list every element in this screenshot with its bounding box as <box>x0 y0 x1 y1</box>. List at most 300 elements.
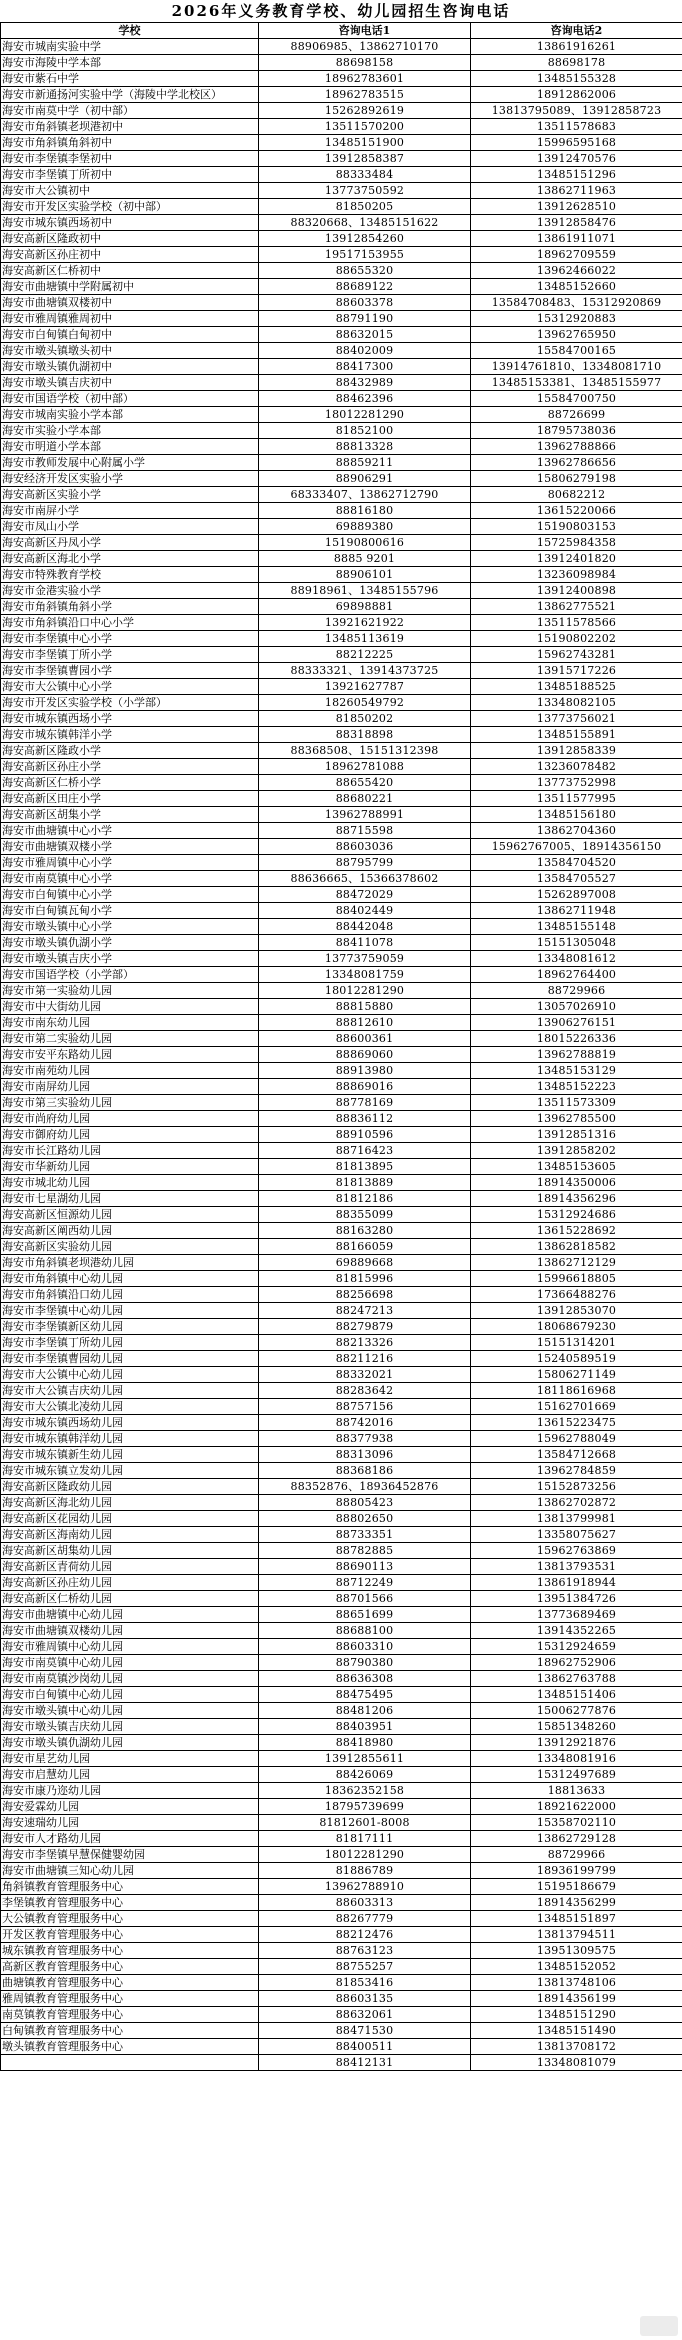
phone1-cell: 88403951 <box>259 1719 471 1735</box>
table-row <box>1 71 682 87</box>
phone1-cell: 88795799 <box>259 855 471 871</box>
phone2-cell: 13511578566 <box>471 615 682 631</box>
school-name-cell: 海安市中大街幼儿园 <box>1 999 259 1015</box>
phone2-cell: 18914356299 <box>471 1895 682 1911</box>
phone2-cell: 13485155328 <box>471 71 682 87</box>
phone1-cell: 15262892619 <box>259 103 471 119</box>
phone1-cell: 88283642 <box>259 1383 471 1399</box>
table-row <box>1 2023 682 2039</box>
phone1-cell: 13921627787 <box>259 679 471 695</box>
school-name-cell: 海安市李堡镇早慧保健婴幼园 <box>1 1847 259 1863</box>
table-row <box>1 1911 682 1927</box>
phone1-cell: 88906985、13862710170 <box>259 39 471 55</box>
table-row <box>1 935 682 951</box>
phone2-cell: 15312497689 <box>471 1767 682 1783</box>
phone1-cell: 13962788991 <box>259 807 471 823</box>
phone1-cell: 13773759059 <box>259 951 471 967</box>
school-name-cell: 海安高新区隆政幼儿园 <box>1 1479 259 1495</box>
phone2-cell: 13862818582 <box>471 1239 682 1255</box>
phone2-cell: 13914352265 <box>471 1623 682 1639</box>
phone1-cell: 88742016 <box>259 1415 471 1431</box>
phone2-cell: 13906276151 <box>471 1015 682 1031</box>
table-row <box>1 375 682 391</box>
phone1-cell: 88481206 <box>259 1703 471 1719</box>
phone2-cell: 13862712129 <box>471 1255 682 1271</box>
phone2-cell: 88729966 <box>471 1847 682 1863</box>
school-name-cell: 雅周镇教育管理服务中心 <box>1 1991 259 2007</box>
phone2-cell: 15151314201 <box>471 1335 682 1351</box>
phone1-cell: 88333484 <box>259 167 471 183</box>
school-name-cell <box>1 2055 259 2071</box>
phone2-cell: 13912400898 <box>471 583 682 599</box>
table-row <box>1 1895 682 1911</box>
phone1-cell: 81853416 <box>259 1975 471 1991</box>
phone2-cell: 13915717226 <box>471 663 682 679</box>
table-row <box>1 263 682 279</box>
table-row <box>1 359 682 375</box>
table-body <box>1 39 682 2071</box>
phone2-cell: 13813795089、13912858723 <box>471 103 682 119</box>
table-row <box>1 823 682 839</box>
phone1-cell: 13962788910 <box>259 1879 471 1895</box>
phone1-cell: 88212476 <box>259 1927 471 1943</box>
school-name-cell: 海安市雅周镇中心小学 <box>1 855 259 871</box>
phone2-cell: 13485151290 <box>471 2007 682 2023</box>
table-row <box>1 1143 682 1159</box>
watermark-logo <box>640 2316 678 2336</box>
table-row <box>1 1063 682 1079</box>
school-name-cell: 海安市曲塘镇中心小学 <box>1 823 259 839</box>
phone1-cell: 13921621922 <box>259 615 471 631</box>
table-row <box>1 967 682 983</box>
phone2-cell: 15152873256 <box>471 1479 682 1495</box>
phone2-cell: 13584712668 <box>471 1447 682 1463</box>
phone2-cell: 13773756021 <box>471 711 682 727</box>
phone2-cell: 13485153605 <box>471 1159 682 1175</box>
phone1-cell: 88213326 <box>259 1335 471 1351</box>
phone2-cell: 13485156180 <box>471 807 682 823</box>
school-name-cell: 海安市尚府幼儿园 <box>1 1111 259 1127</box>
phone1-cell: 19517153955 <box>259 247 471 263</box>
school-name-cell: 海安高新区隆政小学 <box>1 743 259 759</box>
school-name-cell: 海安经济开发区实验小学 <box>1 471 259 487</box>
table-row <box>1 599 682 615</box>
table-row <box>1 1191 682 1207</box>
phone2-cell: 13348081079 <box>471 2055 682 2071</box>
school-name-cell: 城东镇教育管理服务中心 <box>1 1943 259 1959</box>
phone1-cell: 88815880 <box>259 999 471 1015</box>
school-name-cell: 海安市南屏小学 <box>1 503 259 519</box>
school-name-cell: 海安市南苑幼儿园 <box>1 1063 259 1079</box>
school-name-cell: 海安高新区隆政初中 <box>1 231 259 247</box>
table-row <box>1 631 682 647</box>
school-name-cell: 海安市明道小学本部 <box>1 439 259 455</box>
table-row <box>1 1591 682 1607</box>
phone2-cell: 18068679230 <box>471 1319 682 1335</box>
table-row <box>1 55 682 71</box>
table-row <box>1 903 682 919</box>
phone2-cell: 15996618805 <box>471 1271 682 1287</box>
school-name-cell: 海安市李堡镇李堡初中 <box>1 151 259 167</box>
school-name-cell: 李堡镇教育管理服务中心 <box>1 1895 259 1911</box>
phone1-cell: 88906101 <box>259 567 471 583</box>
school-name-cell: 海安市长江路幼儿园 <box>1 1143 259 1159</box>
phone2-cell: 15162701669 <box>471 1399 682 1415</box>
phone1-cell: 68333407、13862712790 <box>259 487 471 503</box>
table-row <box>1 87 682 103</box>
phone2-cell: 13951384726 <box>471 1591 682 1607</box>
school-name-cell: 海安市大公镇中心小学 <box>1 679 259 695</box>
table-row <box>1 2039 682 2055</box>
table-row <box>1 1447 682 1463</box>
school-name-cell: 海安市角斜镇中心幼儿园 <box>1 1271 259 1287</box>
table-row <box>1 151 682 167</box>
table-row <box>1 567 682 583</box>
table-row <box>1 1751 682 1767</box>
table-row <box>1 1847 682 1863</box>
school-name-cell: 海安高新区海北幼儿园 <box>1 1495 259 1511</box>
phone1-cell: 88791190 <box>259 311 471 327</box>
school-name-cell: 海安市曲塘镇中学附属初中 <box>1 279 259 295</box>
table-row <box>1 1431 682 1447</box>
phone1-cell: 88913980 <box>259 1063 471 1079</box>
phone2-cell: 13862702872 <box>471 1495 682 1511</box>
school-name-cell: 海安市墩头镇仇湖幼儿园 <box>1 1735 259 1751</box>
school-name-cell: 海安市曲塘镇双楼小学 <box>1 839 259 855</box>
phone1-cell: 81850205 <box>259 199 471 215</box>
school-name-cell: 海安市海陵中学本部 <box>1 55 259 71</box>
phone1-cell: 81850202 <box>259 711 471 727</box>
phone1-cell: 13485113619 <box>259 631 471 647</box>
table-row <box>1 247 682 263</box>
table-row <box>1 1703 682 1719</box>
school-name-cell: 海安高新区青荷幼儿园 <box>1 1559 259 1575</box>
school-name-cell: 海安高新区仁桥初中 <box>1 263 259 279</box>
phone2-cell: 15358702110 <box>471 1815 682 1831</box>
table-row <box>1 1575 682 1591</box>
phone2-cell: 13912853070 <box>471 1303 682 1319</box>
school-name-cell: 海安高新区海南幼儿园 <box>1 1527 259 1543</box>
phone1-cell: 88712249 <box>259 1575 471 1591</box>
phone2-cell: 13485153129 <box>471 1063 682 1079</box>
table-row <box>1 583 682 599</box>
phone1-cell: 88471530 <box>259 2023 471 2039</box>
school-name-cell: 角斜镇教育管理服务中心 <box>1 1879 259 1895</box>
phone1-cell: 88716423 <box>259 1143 471 1159</box>
school-name-cell: 海安市李堡镇丁所幼儿园 <box>1 1335 259 1351</box>
phone2-cell: 13485152660 <box>471 279 682 295</box>
school-name-cell: 海安市安平东路幼儿园 <box>1 1047 259 1063</box>
phone1-cell: 88377938 <box>259 1431 471 1447</box>
school-name-cell: 开发区教育管理服务中心 <box>1 1927 259 1943</box>
school-name-cell: 墩头镇教育管理服务中心 <box>1 2039 259 2055</box>
phone2-cell: 18912862006 <box>471 87 682 103</box>
phone2-cell: 18914356296 <box>471 1191 682 1207</box>
school-name-cell: 海安高新区仁桥幼儿园 <box>1 1591 259 1607</box>
phone2-cell: 13962765950 <box>471 327 682 343</box>
phone2-cell: 18962709559 <box>471 247 682 263</box>
table-row <box>1 103 682 119</box>
school-name-cell: 海安市白甸镇中心小学 <box>1 887 259 903</box>
phone1-cell: 13912858387 <box>259 151 471 167</box>
phone1-cell: 13511570200 <box>259 119 471 135</box>
phone1-cell: 88211216 <box>259 1351 471 1367</box>
phone2-cell: 88726699 <box>471 407 682 423</box>
school-name-cell: 海安市开发区实验学校（初中部） <box>1 199 259 215</box>
table-row <box>1 471 682 487</box>
phone2-cell: 18813633 <box>471 1783 682 1799</box>
school-name-cell: 海安市大公镇北凌幼儿园 <box>1 1399 259 1415</box>
table-row <box>1 1655 682 1671</box>
school-name-cell: 海安高新区仁桥小学 <box>1 775 259 791</box>
table-row <box>1 2007 682 2023</box>
school-name-cell: 海安市大公镇初中 <box>1 183 259 199</box>
phone1-cell: 88763123 <box>259 1943 471 1959</box>
phone2-cell: 15190803153 <box>471 519 682 535</box>
table-row <box>1 855 682 871</box>
table-row <box>1 759 682 775</box>
table-row <box>1 215 682 231</box>
school-name-cell: 海安市墩头镇吉庆初中 <box>1 375 259 391</box>
table-row <box>1 327 682 343</box>
phone1-cell: 88256698 <box>259 1287 471 1303</box>
table-row <box>1 743 682 759</box>
school-name-cell: 海安高新区孙庄幼儿园 <box>1 1575 259 1591</box>
table-row <box>1 615 682 631</box>
table-row <box>1 1079 682 1095</box>
table-row <box>1 135 682 151</box>
school-name-cell: 海安市白甸镇白甸初中 <box>1 327 259 343</box>
phone1-cell: 88680221 <box>259 791 471 807</box>
table-row <box>1 1255 682 1271</box>
table-row <box>1 1047 682 1063</box>
phone1-cell: 69898881 <box>259 599 471 615</box>
school-name-cell: 海安市凤山小学 <box>1 519 259 535</box>
school-name-cell: 海安高新区孙庄初中 <box>1 247 259 263</box>
school-name-cell: 海安市李堡镇曹园小学 <box>1 663 259 679</box>
table-row <box>1 727 682 743</box>
school-name-cell: 海安市雅周镇中心幼儿园 <box>1 1639 259 1655</box>
phone2-cell: 15584700750 <box>471 391 682 407</box>
table-row <box>1 167 682 183</box>
phone1-cell: 88733351 <box>259 1527 471 1543</box>
table-row <box>1 983 682 999</box>
page-title: 2026年义务教育学校、幼儿园招生咨询电话 <box>171 2 511 20</box>
table-row <box>1 1959 682 1975</box>
phone2-cell: 13485151490 <box>471 2023 682 2039</box>
phone1-cell: 88778169 <box>259 1095 471 1111</box>
school-name-cell: 海安市南东幼儿园 <box>1 1015 259 1031</box>
phone2-cell: 13348081916 <box>471 1751 682 1767</box>
table-row <box>1 1463 682 1479</box>
phone2-cell: 88698178 <box>471 55 682 71</box>
table-row <box>1 1831 682 1847</box>
school-name-cell: 海安高新区孙庄小学 <box>1 759 259 775</box>
table-row <box>1 1783 682 1799</box>
phone1-cell: 88655320 <box>259 263 471 279</box>
phone2-cell: 13912401820 <box>471 551 682 567</box>
table-row <box>1 551 682 567</box>
school-name-cell: 海安市白甸镇中心幼儿园 <box>1 1687 259 1703</box>
phone2-cell: 15851348260 <box>471 1719 682 1735</box>
phone2-cell: 13912921876 <box>471 1735 682 1751</box>
school-name-cell: 海安市城东镇新生幼儿园 <box>1 1447 259 1463</box>
header-row <box>1 23 682 39</box>
phone2-cell: 15312924659 <box>471 1639 682 1655</box>
school-name-cell: 海安市御府幼儿园 <box>1 1127 259 1143</box>
phone1-cell: 88411078 <box>259 935 471 951</box>
phone2-cell: 13962788866 <box>471 439 682 455</box>
phone2-cell: 13912858476 <box>471 215 682 231</box>
school-name-cell: 海安市城东镇西场幼儿园 <box>1 1415 259 1431</box>
school-name-cell: 白甸镇教育管理服务中心 <box>1 2023 259 2039</box>
phone2-cell: 15312924686 <box>471 1207 682 1223</box>
phone1-cell: 88632015 <box>259 327 471 343</box>
phone1-cell: 88472029 <box>259 887 471 903</box>
phone2-cell: 13236098984 <box>471 567 682 583</box>
phone2-cell: 18015226336 <box>471 1031 682 1047</box>
school-name-cell: 海安市大公镇吉庆幼儿园 <box>1 1383 259 1399</box>
school-name-cell: 海安市特殊教育学校 <box>1 567 259 583</box>
table-row <box>1 199 682 215</box>
table-row <box>1 1287 682 1303</box>
phone2-cell: 15962763869 <box>471 1543 682 1559</box>
school-name-cell: 海安市康乃迩幼儿园 <box>1 1783 259 1799</box>
phone2-cell: 13485151296 <box>471 167 682 183</box>
school-name-cell: 海安高新区实验幼儿园 <box>1 1239 259 1255</box>
table-row <box>1 1271 682 1287</box>
phone2-cell: 13862775521 <box>471 599 682 615</box>
phone2-cell: 13813799981 <box>471 1511 682 1527</box>
phone2-cell: 13962788819 <box>471 1047 682 1063</box>
table-row <box>1 1991 682 2007</box>
school-name-cell: 海安市城东镇西场初中 <box>1 215 259 231</box>
phone2-cell: 13861916261 <box>471 39 682 55</box>
school-name-cell: 海安市星艺幼儿园 <box>1 1751 259 1767</box>
phone2-cell: 13485151897 <box>471 1911 682 1927</box>
phone2-cell: 88729966 <box>471 983 682 999</box>
phone1-cell: 18962783601 <box>259 71 471 87</box>
phone2-cell: 15195186679 <box>471 1879 682 1895</box>
school-name-cell: 海安高新区阐西幼儿园 <box>1 1223 259 1239</box>
phone1-cell: 88600361 <box>259 1031 471 1047</box>
table-row <box>1 343 682 359</box>
phone1-cell: 88636665、15366378602 <box>259 871 471 887</box>
table-row <box>1 119 682 135</box>
table-row <box>1 807 682 823</box>
table-row <box>1 279 682 295</box>
school-name-cell: 海安市七星湖幼儿园 <box>1 1191 259 1207</box>
school-name-cell: 海安市角斜镇老坝港初中 <box>1 119 259 135</box>
phone2-cell: 13862729128 <box>471 1831 682 1847</box>
phone2-cell: 13962784859 <box>471 1463 682 1479</box>
school-name-cell: 海安高新区实验小学 <box>1 487 259 503</box>
table-row <box>1 1335 682 1351</box>
table-row <box>1 999 682 1015</box>
school-name-cell: 海安市实验小学本部 <box>1 423 259 439</box>
phone2-cell: 13862763788 <box>471 1671 682 1687</box>
phone1-cell: 88690113 <box>259 1559 471 1575</box>
phone1-cell: 88651699 <box>259 1607 471 1623</box>
table-row <box>1 295 682 311</box>
phone1-cell: 8885 9201 <box>259 551 471 567</box>
school-name-cell: 海安高新区海北小学 <box>1 551 259 567</box>
phone1-cell: 88418980 <box>259 1735 471 1751</box>
table-row <box>1 1767 682 1783</box>
phone2-cell: 15806279198 <box>471 471 682 487</box>
phone1-cell: 81813895 <box>259 1159 471 1175</box>
table-row <box>1 1863 682 1879</box>
school-name-cell: 海安高新区田庄小学 <box>1 791 259 807</box>
phone2-cell: 13584704520 <box>471 855 682 871</box>
school-name-cell: 海安高新区丹凤小学 <box>1 535 259 551</box>
table-row <box>1 1879 682 1895</box>
school-name-cell: 海安市曲塘镇双楼初中 <box>1 295 259 311</box>
phone2-cell: 13862704360 <box>471 823 682 839</box>
school-name-cell: 海安市李堡镇丁所小学 <box>1 647 259 663</box>
table-row <box>1 775 682 791</box>
phone2-cell: 13912851316 <box>471 1127 682 1143</box>
phone2-cell: 15962743281 <box>471 647 682 663</box>
phone2-cell: 13615223475 <box>471 1415 682 1431</box>
school-name-cell: 海安市第二实验幼儿园 <box>1 1031 259 1047</box>
phone1-cell: 88701566 <box>259 1591 471 1607</box>
table-row <box>1 1975 682 1991</box>
table-row <box>1 919 682 935</box>
school-name-cell: 海安市李堡镇丁所初中 <box>1 167 259 183</box>
school-name-cell: 海安市曲塘镇中心幼儿园 <box>1 1607 259 1623</box>
table-row <box>1 231 682 247</box>
phone2-cell: 13912628510 <box>471 199 682 215</box>
school-name-cell: 海安市城北幼儿园 <box>1 1175 259 1191</box>
phone2-cell: 13511578683 <box>471 119 682 135</box>
school-name-cell: 海安市教师发展中心附属小学 <box>1 455 259 471</box>
school-name-cell: 海安高新区胡集小学 <box>1 807 259 823</box>
table-row <box>1 647 682 663</box>
school-name-cell: 海安市紫石中学 <box>1 71 259 87</box>
school-name-cell: 海安市角斜镇老坝港幼儿园 <box>1 1255 259 1271</box>
school-name-cell: 海安市南莫镇沙岗幼儿园 <box>1 1671 259 1687</box>
school-name-cell: 海安市开发区实验学校（小学部） <box>1 695 259 711</box>
table-row <box>1 1015 682 1031</box>
table-row <box>1 535 682 551</box>
phone2-cell: 13358075627 <box>471 1527 682 1543</box>
phone2-cell: 15725984358 <box>471 535 682 551</box>
phone1-cell: 88802650 <box>259 1511 471 1527</box>
phone2-cell: 13912858339 <box>471 743 682 759</box>
phone2-cell: 13912470576 <box>471 151 682 167</box>
table-row <box>1 1607 682 1623</box>
school-name-cell: 海安市金港实验小学 <box>1 583 259 599</box>
phone1-cell: 15190800616 <box>259 535 471 551</box>
phone1-cell: 13348081759 <box>259 967 471 983</box>
phone2-cell: 15006277876 <box>471 1703 682 1719</box>
table-row <box>1 1543 682 1559</box>
phone1-cell: 88352876、18936452876 <box>259 1479 471 1495</box>
phone2-cell: 13584705527 <box>471 871 682 887</box>
table-row <box>1 1799 682 1815</box>
phone1-cell: 88603310 <box>259 1639 471 1655</box>
phone2-cell: 13813708172 <box>471 2039 682 2055</box>
table-row <box>1 439 682 455</box>
school-name-cell: 海安市启慧幼儿园 <box>1 1767 259 1783</box>
school-name-cell: 海安市角斜镇角斜小学 <box>1 599 259 615</box>
school-name-cell: 曲塘镇教育管理服务中心 <box>1 1975 259 1991</box>
phone1-cell: 88632061 <box>259 2007 471 2023</box>
phone2-cell: 15962788049 <box>471 1431 682 1447</box>
phone1-cell: 88812610 <box>259 1015 471 1031</box>
phone1-cell: 88715598 <box>259 823 471 839</box>
